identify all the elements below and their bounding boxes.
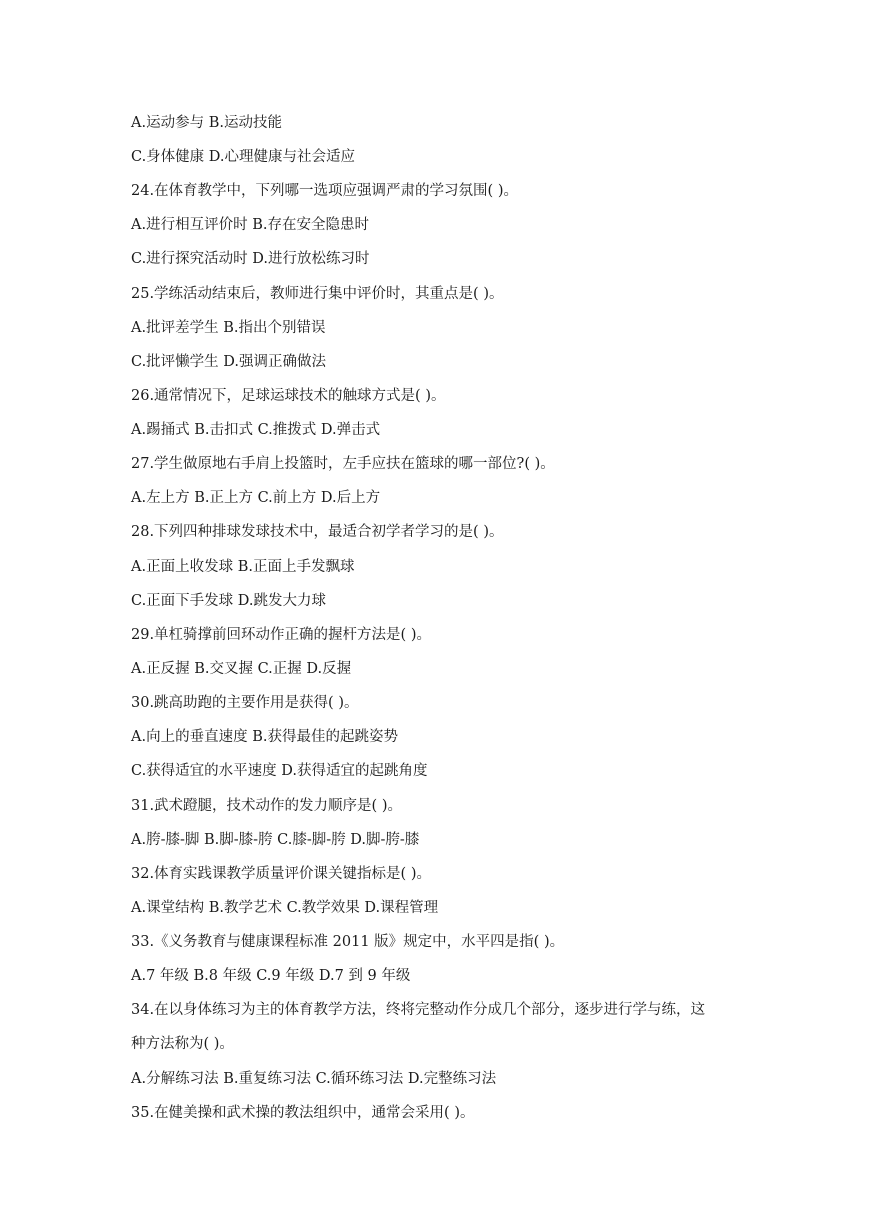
question-line: 34.在以身体练习为主的体育教学方法，终将完整动作分成几个部分，逐步进行学与练，这 — [131, 1002, 706, 1018]
option-line: A.运动参与 B.运动技能 — [131, 115, 282, 131]
option-line: A.进行相互评价时 B.存在安全隐患时 — [131, 217, 369, 233]
question-line-continued: 种方法称为( )。 — [131, 1036, 234, 1052]
option-line: A.批评差学生 B.指出个别错误 — [131, 320, 326, 336]
question-line: 24.在体育教学中，下列哪一选项应强调严肃的学习氛围( )。 — [131, 183, 518, 199]
question-line: 33.《义务教育与健康课程标准 2011 版》规定中，水平四是指( )。 — [131, 934, 565, 950]
option-line: A.课堂结构 B.教学艺术 C.教学效果 D.课程管理 — [131, 900, 439, 916]
option-line: A.正面上收发球 B.正面上手发飘球 — [131, 559, 355, 575]
option-line: C.身体健康 D.心理健康与社会适应 — [131, 149, 356, 165]
option-line: A.向上的垂直速度 B.获得最佳的起跳姿势 — [131, 729, 398, 745]
question-line: 29.单杠骑撑前回环动作正确的握杆方法是( )。 — [131, 627, 431, 643]
option-line: C.正面下手发球 D.跳发大力球 — [131, 593, 327, 609]
option-line: A.踢捅式 B.击扣式 C.推拨式 D.弹击式 — [131, 422, 381, 438]
option-line: A.正反握 B.交叉握 C.正握 D.反握 — [131, 661, 352, 677]
question-line: 32.体育实践课教学质量评价课关键指标是( )。 — [131, 866, 431, 882]
question-line: 26.通常情况下，足球运球技术的触球方式是( )。 — [131, 388, 446, 404]
question-line: 28.下列四种排球发球技术中，最适合初学者学习的是( )。 — [131, 524, 504, 540]
question-line: 35.在健美操和武术操的教法组织中，通常会采用( )。 — [131, 1105, 475, 1121]
option-line: A.分解练习法 B.重复练习法 C.循环练习法 D.完整练习法 — [131, 1071, 497, 1087]
option-line: C.获得适宜的水平速度 D.获得适宜的起跳角度 — [131, 763, 428, 779]
question-line: 30.跳高助跑的主要作用是获得( )。 — [131, 695, 359, 711]
option-line: A.胯-膝-脚 B.脚-膝-胯 C.膝-脚-胯 D.脚-胯-膝 — [131, 832, 420, 848]
question-line: 31.武术蹬腿，技术动作的发力顺序是( )。 — [131, 798, 402, 814]
option-line: C.进行探究活动时 D.进行放松练习时 — [131, 251, 370, 267]
option-line: A.7 年级 B.8 年级 C.9 年级 D.7 到 9 年级 — [131, 968, 411, 984]
option-line: C.批评懒学生 D.强调正确做法 — [131, 354, 327, 370]
question-line: 25.学练活动结束后，教师进行集中评价时，其重点是( )。 — [131, 286, 504, 302]
option-line: A.左上方 B.正上方 C.前上方 D.后上方 — [131, 490, 381, 506]
question-line: 27.学生做原地右手肩上投篮时，左手应扶在篮球的哪一部位?( )。 — [131, 456, 555, 472]
